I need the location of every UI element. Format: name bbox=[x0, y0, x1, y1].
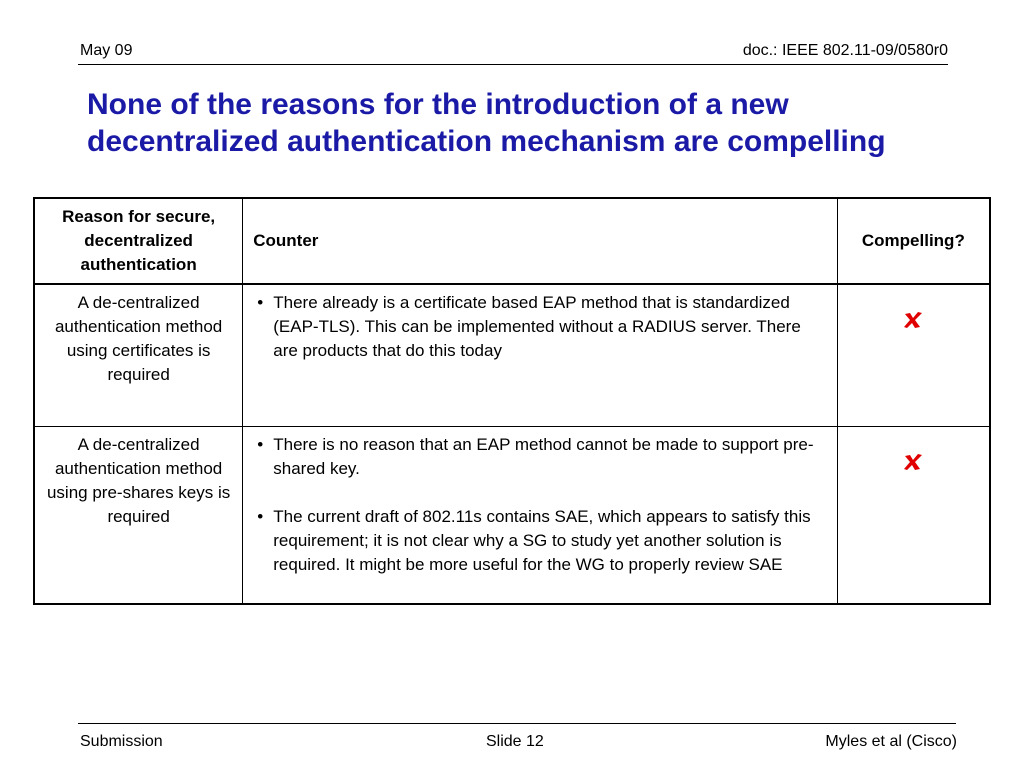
counter-bullet: • There already is a certificate based EAP method that is standardized (EAP-TLS). This can be implemented without a RADIUS server. There are products that do this today bbox=[273, 291, 827, 363]
table-row bbox=[34, 284, 990, 427]
row-reason: A de-centralized authentication method using pre-shares keys is required bbox=[34, 427, 243, 605]
red-x-mark-icon bbox=[902, 309, 924, 338]
counter-bullet: • There is no reason that an EAP method cannot be made to support pre-shared key. bbox=[273, 433, 827, 481]
table-header-row bbox=[34, 198, 990, 284]
footer-authors: Myles et al (Cisco) bbox=[825, 733, 957, 750]
slide-title-line-2: decentralized authentication mechanism are compelling bbox=[87, 125, 886, 158]
slide-title-line-1: None of the reasons for the introduction of a new bbox=[87, 88, 789, 121]
counter-list bbox=[253, 433, 827, 577]
red-x-mark-icon bbox=[902, 451, 924, 480]
table-row bbox=[34, 427, 990, 605]
footer-slide-number: Slide 12 bbox=[486, 733, 544, 750]
counter-bullet: • The current draft of 802.11s contains SAE, which appears to satisfy this requirement; it is not clear why a SG to study yet another solution is required. It might be more useful for the WG to properly review SAE bbox=[273, 505, 827, 577]
row-compelling bbox=[837, 427, 990, 605]
header-date: May 09 bbox=[80, 42, 133, 59]
row-counter bbox=[243, 427, 838, 605]
header-reason: Reason for secure, decentralized authentication bbox=[34, 198, 243, 284]
row-reason: A de-centralized authentication method using certificates is required bbox=[34, 284, 243, 427]
header-doc-id: doc.: IEEE 802.11-09/0580r0 bbox=[742, 42, 948, 59]
slide-title bbox=[87, 86, 1017, 160]
footer-submission: Submission bbox=[80, 733, 163, 750]
header-counter: Counter bbox=[243, 198, 838, 284]
reasons-table bbox=[33, 197, 991, 605]
counter-list bbox=[253, 291, 827, 363]
row-counter bbox=[243, 284, 838, 427]
row-compelling bbox=[837, 284, 990, 427]
footer-divider bbox=[78, 723, 956, 724]
header-compelling: Compelling? bbox=[837, 198, 990, 284]
header-divider bbox=[78, 64, 948, 65]
